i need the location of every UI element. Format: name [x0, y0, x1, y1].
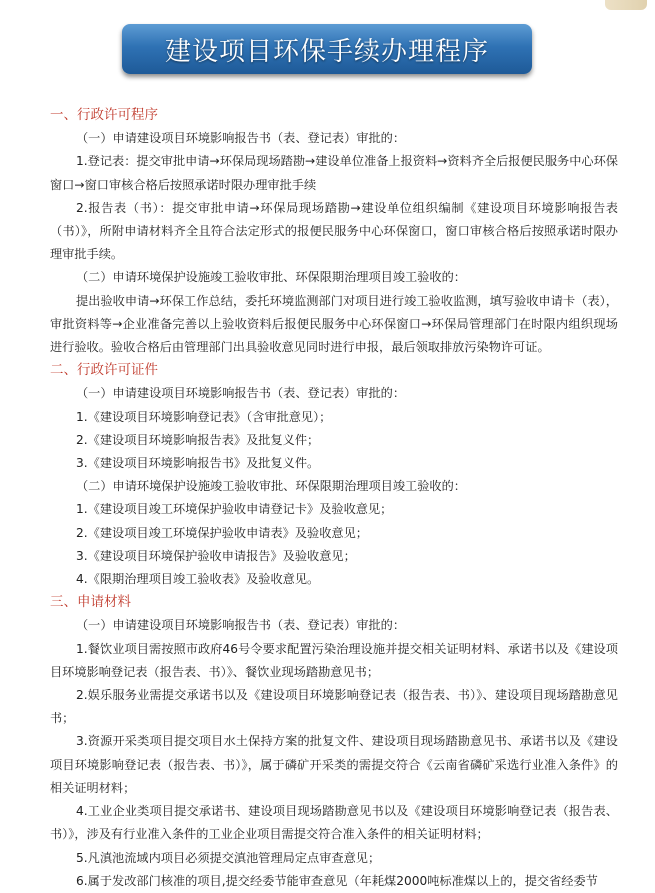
- title-banner: [122, 24, 532, 74]
- list-item: 3.《建设项目环境影响报告书》及批复义件。: [76, 456, 320, 471]
- subsection-heading: （一）申请建设项目环境影响报告书（表、登记表）审批的：: [76, 386, 406, 401]
- list-item: 6.属于发改部门核准的项目,提交经委节能审查意见（年耗煤2000吨标准煤以上的，提交省经委节: [76, 873, 598, 888]
- list-item: 5.凡滇池流域内项目必须提交滇池管理局定点审查意见；: [76, 850, 381, 865]
- section-heading: 一、行政许可程序: [50, 107, 158, 123]
- list-item: 2.《建设项目环境影响报告表》及批复义件；: [76, 432, 320, 447]
- list-item: 4.《限期治理项目竣工验收表》及验收意见。: [76, 572, 320, 587]
- list-item: 1.《建设项目环境影响登记表》（含审批意见）；: [76, 409, 332, 424]
- document-body: [50, 104, 618, 893]
- list-item: 3.资源开采类项目提交项目水土保持方案的批复文件、建设项目现场踏勘意见书、承诺书以及《建设项目环境影响登记表（报告表、书）》，属于磷矿开采类的需提交符合《云南省磷矿采选行业准入条件》的相关证明材料；: [50, 734, 618, 795]
- list-item: 3.《建设项目环境保护验收申请报告》及验收意见；: [76, 548, 356, 563]
- section-heading: 三、申请材料: [50, 594, 131, 611]
- list-item: 1.餐饮业项目需按照市政府46号令要求配置污染治理设施并提交相关证明材料、承诺书以及《建设项目环境影响登记表（报告表、书）》、餐饮业现场踏勘意见书；: [50, 641, 618, 679]
- page-title: 建设项目环保手续办理程序: [164, 36, 489, 67]
- subsection-heading: （一）申请建设项目环境影响报告书（表、登记表）审批的：: [76, 131, 406, 146]
- list-item: 4.工业企业类项目提交承诺书、建设项目现场踏勘意见书以及《建设项目环境影响登记表（报告表、书）》，涉及有行业准入条件的工业企业项目需提交符合准入条件的相关证明材料；: [50, 804, 618, 842]
- corner-logo: [605, 0, 647, 10]
- list-item: 1.《建设项目竣工环境保护验收申请登记卡》及验收意见；: [76, 502, 393, 517]
- section-heading: 二、行政许可证件: [50, 362, 158, 379]
- list-item: 2.娱乐服务业需提交承诺书以及《建设项目环境影响登记表（报告表、书）》、建设项目现场踏勘意见书；: [50, 688, 618, 726]
- subsection-heading: （二）申请环境保护设施竣工验收审批、环保限期治理项目竣工验收的：: [76, 479, 466, 494]
- list-item: 1.登记表：提交审批申请→环保局现场踏勘→建设单位准备上报资料→资料齐全后报便民服务中心环保窗口→窗口审核合格后按照承诺时限办理审批手续: [50, 154, 618, 192]
- subsection-heading: （一）申请建设项目环境影响报告书（表、登记表）审批的：: [76, 618, 406, 633]
- subsection-heading: （二）申请环境保护设施竣工验收审批、环保限期治理项目竣工验收的：: [76, 270, 466, 285]
- list-item: 2.报告表（书）：提交审批申请→环保局现场踏勘→建设单位组织编制《建设项目环境影响报告表（书）》，所附申请材料齐全且符合法定形式的报便民服务中心环保窗口，窗口审核合格后按照承诺时限办理审批手续。: [50, 200, 618, 262]
- list-item: 2.《建设项目竣工环境保护验收申请表》及验收意见；: [76, 525, 368, 540]
- paragraph: 提出验收申请→环保工作总结，委托环境监测部门对项目进行竣工验收监测，填写验收申请卡（表），审批资料等→企业准备完善以上验收资料后报便民服务中心环保窗口→环保局管理部门在时限内组织现场进行验收。验收合格后由管理部门出具验收意见同时进行申报，最后领取排放污染物许可证。: [50, 293, 618, 355]
